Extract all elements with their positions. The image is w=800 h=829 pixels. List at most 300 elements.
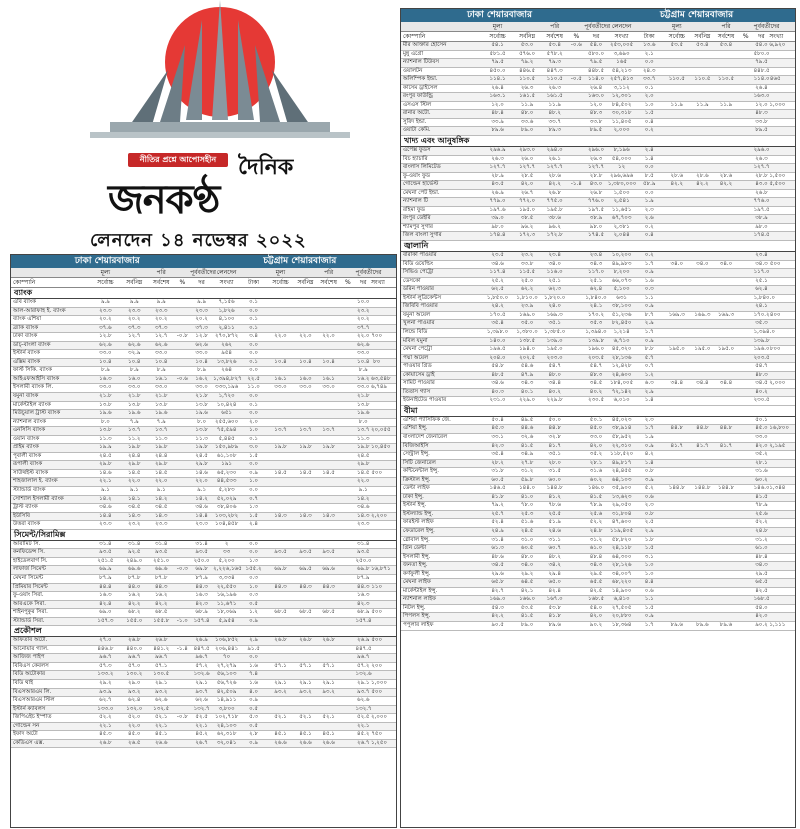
table-cell (714, 571, 738, 579)
table-cell: ১৭৪.৫ (588, 232, 605, 239)
table-cell: ৭৯.৫ (491, 59, 504, 66)
table-cell: ৪৪.৮ (696, 425, 709, 432)
table-cell (267, 350, 294, 358)
table-cell (714, 519, 738, 527)
table-cell: ৮৭.৮ (128, 574, 141, 581)
table-cell: ৫৬,৭২৬ (216, 679, 237, 686)
table-cell: ৩৫,৯০০ (611, 485, 632, 492)
table-cell: ০.৯ (249, 697, 259, 704)
table-cell: ৪৪.৩ (322, 583, 335, 590)
table-cell (769, 519, 781, 527)
table-cell (340, 402, 355, 410)
table-cell: ৫৪.৭ (755, 363, 768, 370)
table-cell (340, 731, 355, 739)
table-cell (714, 397, 738, 405)
table-cell: ২.৫ (644, 519, 654, 526)
table-cell (568, 110, 584, 118)
table-cell: ৭৭৬.০ (588, 198, 605, 205)
table-cell (738, 477, 754, 485)
table-cell: ৫৭.১ (154, 662, 168, 669)
table-cell (691, 110, 715, 118)
table-cell (691, 613, 715, 621)
table-row (11, 410, 396, 419)
table-row (11, 461, 396, 470)
group-header-cell (340, 268, 355, 277)
table-cell: ৫১,২৩৬ (611, 311, 632, 318)
table-cell (294, 367, 317, 375)
table-cell (738, 346, 754, 354)
table-cell (294, 350, 317, 358)
paper-prefix: দৈনিক (238, 154, 294, 180)
table-cell: ১৩.৭ (128, 427, 141, 434)
table-cell: ২২.০ (128, 722, 141, 729)
table-cell: ১৯.৮ (274, 444, 287, 451)
table-cell (568, 579, 584, 587)
table-cell: এশিয়া প্যাসিফিক জে. (403, 416, 451, 423)
table-cell: ৮০ (373, 358, 381, 365)
table-cell (267, 342, 294, 350)
table-cell (769, 156, 781, 164)
table-cell (714, 460, 738, 468)
table-cell: ৫৪.১ (491, 42, 504, 48)
table-cell (317, 308, 340, 316)
table-cell (663, 119, 691, 127)
table-cell: ২২,৫৫০ (216, 583, 237, 590)
group-header-cell (121, 268, 148, 277)
table-cell: ৫৬,১০৩ (216, 671, 237, 678)
table-cell: ৬১,১০৮ (216, 452, 237, 459)
table-cell: ৫০০ (371, 469, 383, 476)
table-cell (714, 295, 738, 303)
table-cell (568, 380, 584, 388)
table-cell: ৩৫.১ (548, 320, 561, 327)
table-cell: ১৩.৮ (128, 401, 141, 408)
table-cell: ৩৭.৩ (195, 324, 208, 331)
table-cell: ২৩০.৫ (753, 397, 770, 404)
table-cell (663, 278, 691, 286)
table-cell (175, 609, 190, 617)
group-header-cell (294, 268, 317, 277)
table-cell: ২০.২ (128, 316, 141, 323)
table-cell: পিপলস ইন্সু. (403, 613, 431, 620)
table-cell (714, 51, 738, 59)
table-cell: ৫২.১ (299, 714, 312, 721)
table-cell (340, 342, 355, 350)
table-cell (175, 521, 190, 529)
table-row (401, 207, 795, 216)
table-cell (371, 504, 383, 512)
table-cell (267, 541, 294, 549)
table-cell (568, 502, 584, 510)
table-cell: ৫০০ (371, 688, 383, 695)
table-cell: ৪২.২ (154, 600, 168, 607)
table-cell: ৫০.০ (548, 416, 561, 423)
table-cell: জনতা ইন্সু. (403, 562, 428, 569)
table-cell: ২৮.৮ (755, 172, 768, 179)
table-cell: ০.৩ (644, 286, 654, 293)
table-cell: ৪৫,৩২০ (611, 346, 632, 353)
table-cell: ৪৮.৪ (589, 553, 603, 560)
table-cell (568, 596, 584, 604)
group-header-cell (635, 22, 663, 31)
table-cell: ৮৭.৯ (99, 574, 112, 581)
table-cell: মিউচুয়াল ট্রাস্ট ব্যাংক (13, 410, 61, 417)
table-cell: রূপালী ব্যাংক (13, 461, 43, 468)
table-cell: আইএফআইসি ব্যাংক (13, 375, 60, 382)
table-cell: ২৬.৮ (99, 739, 112, 746)
table-cell: ক্রিস্টাল ইন্সু. (403, 476, 431, 483)
table-cell: ৬৯.৮ (195, 566, 208, 573)
column-header-cell: সংখ্যা (370, 279, 385, 286)
table-cell (769, 562, 781, 570)
table-row (401, 68, 795, 77)
table-cell (175, 575, 190, 583)
table-cell: ৩২,০৪১ (216, 739, 237, 746)
table-cell: রহিমা ফুড (403, 206, 425, 213)
column-header-cell: দর (360, 279, 367, 286)
table-cell: ১০৪,৪৫৮ (215, 521, 239, 528)
table-cell: ১৩৯.০ (546, 337, 563, 344)
table-cell (175, 342, 190, 350)
table-cell (769, 451, 781, 459)
table-cell: ২৬.৩ (755, 155, 768, 162)
table-cell (714, 338, 738, 346)
table-cell: ১৪.৫ (274, 469, 287, 476)
column-header-cell: সর্বনিম্ন (694, 33, 711, 40)
group-header-cell: পরি (721, 23, 731, 30)
table-cell (568, 303, 584, 311)
table-cell: ১৯.৮ (128, 444, 141, 451)
table-cell (691, 190, 715, 198)
table-row (401, 198, 795, 207)
market-header (11, 255, 396, 268)
table-cell (691, 147, 715, 155)
table-cell: ১৭৪.৫ (753, 232, 770, 239)
table-cell: ১১৭.০ (753, 269, 770, 276)
table-cell: ৩৪.৫ (128, 504, 141, 511)
table-cell: ২,৪১১ (218, 324, 235, 331)
table-cell: ৪.৪ (644, 579, 654, 586)
table-cell (371, 316, 383, 324)
table-cell (738, 502, 754, 510)
table-cell: ৬.৩ (644, 380, 654, 387)
table-cell (371, 487, 383, 495)
table-cell: -০.৮ (176, 333, 188, 340)
table-cell: ২৫৭,৪১৩ (610, 76, 634, 83)
table-cell: ১৪.৫ (128, 469, 141, 476)
table-cell (294, 706, 317, 714)
table-cell: -১.৪ (176, 645, 188, 652)
table-row (401, 528, 795, 537)
table-cell (294, 478, 317, 486)
table-cell: ১৩৯.৮ (753, 337, 770, 344)
table-cell: ২২৯.৮ (546, 397, 563, 404)
table-cell (663, 269, 691, 277)
table-row (401, 443, 795, 452)
table-cell: ৪৮.৩ (755, 371, 768, 378)
table-cell: ৩৩.০ (274, 384, 287, 391)
table-row (401, 232, 795, 241)
table-row (401, 320, 795, 329)
table-cell: ১,৩৯৪,৮২৭ (213, 375, 242, 382)
table-cell: ৩৫.৪ (491, 451, 504, 458)
table-cell: ৩৪,০০৭ (611, 570, 632, 577)
table-cell (267, 453, 294, 461)
table-cell: ৬০.০ (548, 476, 561, 483)
table-cell: ৩১.২ (755, 536, 768, 543)
table-cell (568, 511, 584, 519)
table-cell (371, 671, 383, 679)
table-cell: ২৩.৩ (128, 307, 141, 314)
table-cell: ডাচ্-বাংলা ব্যাংক (13, 341, 51, 348)
table-cell (317, 342, 340, 350)
table-cell: ২৬.৭ (195, 739, 208, 746)
table-cell: ৭৭২.০ (519, 198, 536, 205)
group-header-cell: পরি (550, 23, 560, 30)
table-cell: ৬২.৬ (154, 341, 168, 348)
table-cell (738, 380, 754, 388)
table-cell (691, 588, 715, 596)
table-cell: ১০.৪ (299, 358, 312, 365)
table-row (11, 723, 396, 732)
table-cell (663, 511, 691, 519)
table-cell: স্ট্যান্ডার্ড সিরা. (13, 617, 45, 624)
table-cell (738, 147, 754, 155)
table-cell: ১,৩৯৪.০ (585, 328, 607, 335)
table-cell: ৪৮.৫ (491, 371, 504, 378)
table-row (401, 329, 795, 338)
table-row (401, 173, 795, 182)
table-cell: ৩৮,১০০ (611, 303, 632, 310)
table-cell: ২২.১ (99, 722, 112, 729)
table-cell: ২২.০ (299, 333, 312, 340)
table-cell (568, 571, 584, 579)
table-cell (340, 427, 355, 435)
table-cell: ৪১.০ (520, 493, 534, 500)
table-cell (691, 269, 715, 277)
table-cell (663, 562, 691, 570)
table-cell (714, 372, 738, 380)
table-cell: ২৪,৪৫৫ (611, 468, 632, 475)
table-cell: ২৯.১ (274, 679, 287, 686)
table-cell (568, 207, 584, 215)
table-cell: ৪২.৩ (357, 600, 370, 607)
table-cell: ২২৯.০ (519, 397, 536, 404)
table-cell: ৪৩.৫ (491, 181, 504, 188)
table-cell: ৪৯.৫ (520, 416, 534, 423)
table-row (11, 706, 396, 715)
table-cell: ২৬.৮ (154, 637, 168, 644)
table-cell: ৪৪.৩ (357, 583, 370, 590)
table-cell (663, 68, 691, 76)
table-cell (340, 496, 355, 504)
table-cell: ৫০০ (769, 260, 781, 267)
table-cell (714, 286, 738, 294)
table-cell (294, 496, 317, 504)
table-cell (663, 434, 691, 442)
table-cell: ৪২,৫০৯ (216, 688, 237, 695)
table-cell: ২.৯ (249, 637, 259, 644)
table-cell (691, 389, 715, 397)
table-cell (317, 496, 340, 504)
table-cell: ৩৩.০ (589, 433, 603, 440)
table-cell: ১৪,৯১১ (216, 697, 237, 704)
column-header-cell: দর (592, 33, 600, 40)
table-cell: ২৪,৬০০ (611, 371, 632, 378)
table-row (401, 537, 795, 546)
table-cell: ৪৫.৩ (491, 425, 504, 432)
table-cell: ৩৫.২ (589, 451, 603, 458)
table-cell (663, 417, 691, 425)
table-cell: ১৩.৭ (322, 427, 335, 434)
table-cell (691, 372, 715, 380)
table-cell (568, 338, 584, 346)
table-cell: ১৪.৬ (99, 469, 112, 476)
table-cell (294, 521, 317, 529)
table-cell (691, 468, 715, 476)
table-cell (317, 453, 340, 461)
table-cell: ২.০ (249, 418, 259, 425)
table-cell: ৪১.৫ (520, 613, 534, 620)
column-header-cell: দর (198, 279, 205, 286)
table-cell: ৮৯.৬ (719, 622, 733, 628)
table-cell: ২৮.২ (491, 459, 504, 466)
table-cell: ৬৭,৭০৩ (611, 215, 632, 222)
table-cell: ৯৫৪ (221, 350, 232, 357)
table-cell: ৪৪.৩ (274, 583, 287, 590)
table-cell (738, 329, 754, 337)
table-cell: ২৩.৪ (755, 252, 768, 259)
table-cell (714, 528, 738, 536)
table-cell (371, 461, 383, 469)
table-row (401, 181, 795, 190)
table-cell: ২৩.৪ (589, 252, 603, 259)
table-cell (568, 605, 584, 613)
table-cell (267, 436, 294, 444)
table-cell (714, 215, 738, 223)
table-cell: ১৬.৩ (99, 375, 112, 382)
table-cell: ২.৯ (644, 388, 654, 395)
table-cell (714, 224, 738, 232)
table-cell (691, 434, 715, 442)
table-cell: ২৯.১ (299, 679, 312, 686)
table-cell: ২৯.১ (154, 679, 168, 686)
table-cell (371, 521, 383, 529)
table-cell: ৫৮১.৫ (489, 50, 506, 57)
table-cell: ৩৩.০ (357, 350, 370, 357)
table-cell: এসএস স্টিল (403, 101, 432, 108)
table-cell: ১.৫ (644, 110, 654, 117)
table-cell: বাংলাস লিমিটেড (403, 164, 441, 171)
table-cell: ৭৯.২ (520, 59, 534, 66)
table-cell (691, 502, 715, 510)
table-cell (371, 419, 383, 427)
group-header-cell (769, 22, 781, 31)
table-cell: আল-আরাফাহ ই. ব্যাংক (13, 307, 66, 314)
table-cell (769, 303, 781, 311)
table-cell (317, 706, 340, 714)
table-cell: ২৫.০ (520, 277, 534, 284)
table-cell: ৯৬.৭ (195, 654, 208, 661)
table-cell: গ্রিন ডেল্টা (403, 545, 427, 552)
table-cell: ৬০.৭ (548, 545, 561, 552)
table-row (11, 393, 396, 402)
table-cell: ১.৪ (644, 155, 654, 162)
table-cell (769, 588, 781, 596)
table-cell: ৫২.১ (322, 714, 335, 721)
table-cell: ৪৫.১ (274, 731, 287, 738)
table-cell (714, 198, 738, 206)
table-cell (175, 731, 190, 739)
table-cell (267, 558, 294, 566)
table-cell: গোল্ডেন হার্ভেস্ট (403, 181, 439, 188)
table-cell: ২৮,১২৬ (611, 562, 632, 569)
table-cell (175, 654, 190, 662)
table-cell (663, 389, 691, 397)
table-cell: ৫৭৮.২ (546, 50, 563, 57)
table-cell: ৪০.৩ (491, 388, 504, 395)
table-row (11, 601, 396, 610)
table-cell: ১,৩৮০,০০০ (607, 181, 637, 188)
table-cell (340, 592, 355, 600)
table-cell (769, 434, 781, 442)
table-row (11, 671, 396, 680)
table-cell: ১০.৪ (195, 358, 208, 365)
table-cell (340, 521, 355, 529)
table-cell: ৪১.৭ (719, 442, 733, 449)
table-cell (714, 389, 738, 397)
table-cell: ৪১.৭ (548, 442, 561, 449)
table-cell: ২৩.৩ (99, 521, 112, 528)
table-cell (568, 164, 584, 172)
table-cell (371, 654, 383, 662)
table-cell: ৬০.৫ (491, 476, 504, 483)
table-row (11, 333, 396, 342)
table-cell (738, 85, 754, 93)
table-cell: ১৯৭.৬ (489, 206, 506, 213)
table-row (401, 494, 795, 503)
table-cell: তিতাস গ্যাস (403, 388, 431, 395)
table-cell: ২৪.৩ (642, 67, 656, 74)
table-cell (714, 605, 738, 613)
table-cell: ৪৫.১ (299, 731, 312, 738)
table-cell (691, 303, 715, 311)
table-cell (738, 389, 754, 397)
table-cell (691, 528, 715, 536)
table-cell: ৬৮.৫ (274, 609, 287, 616)
table-cell (175, 359, 190, 367)
table-cell: ৮.৭ (644, 311, 654, 318)
table-cell: মেঘনা লাইফ (403, 579, 431, 586)
table-cell (714, 417, 738, 425)
column-header-cell: সর্বশেষ (717, 33, 735, 40)
table-cell: ২,০৪৪ (613, 232, 630, 239)
table-cell: ২৯.২ (99, 679, 112, 686)
table-cell (175, 410, 190, 418)
table-cell (769, 286, 781, 294)
table-cell: ২০৬,৪৪১ (215, 645, 239, 652)
table-cell (340, 646, 355, 654)
table-cell: ট্রাস্ট ব্যাংক (13, 504, 38, 511)
table-cell: ৪৪৬.৮ (97, 645, 114, 652)
table-row (401, 295, 795, 304)
group-header-cell: পূর্ববর্তীদের (584, 23, 611, 30)
table-cell (738, 338, 754, 346)
table-cell: ৪২.০ (589, 613, 603, 620)
table-cell: ১,৮২০.০ (543, 294, 566, 301)
table-row (401, 389, 795, 398)
table-cell (317, 487, 340, 495)
